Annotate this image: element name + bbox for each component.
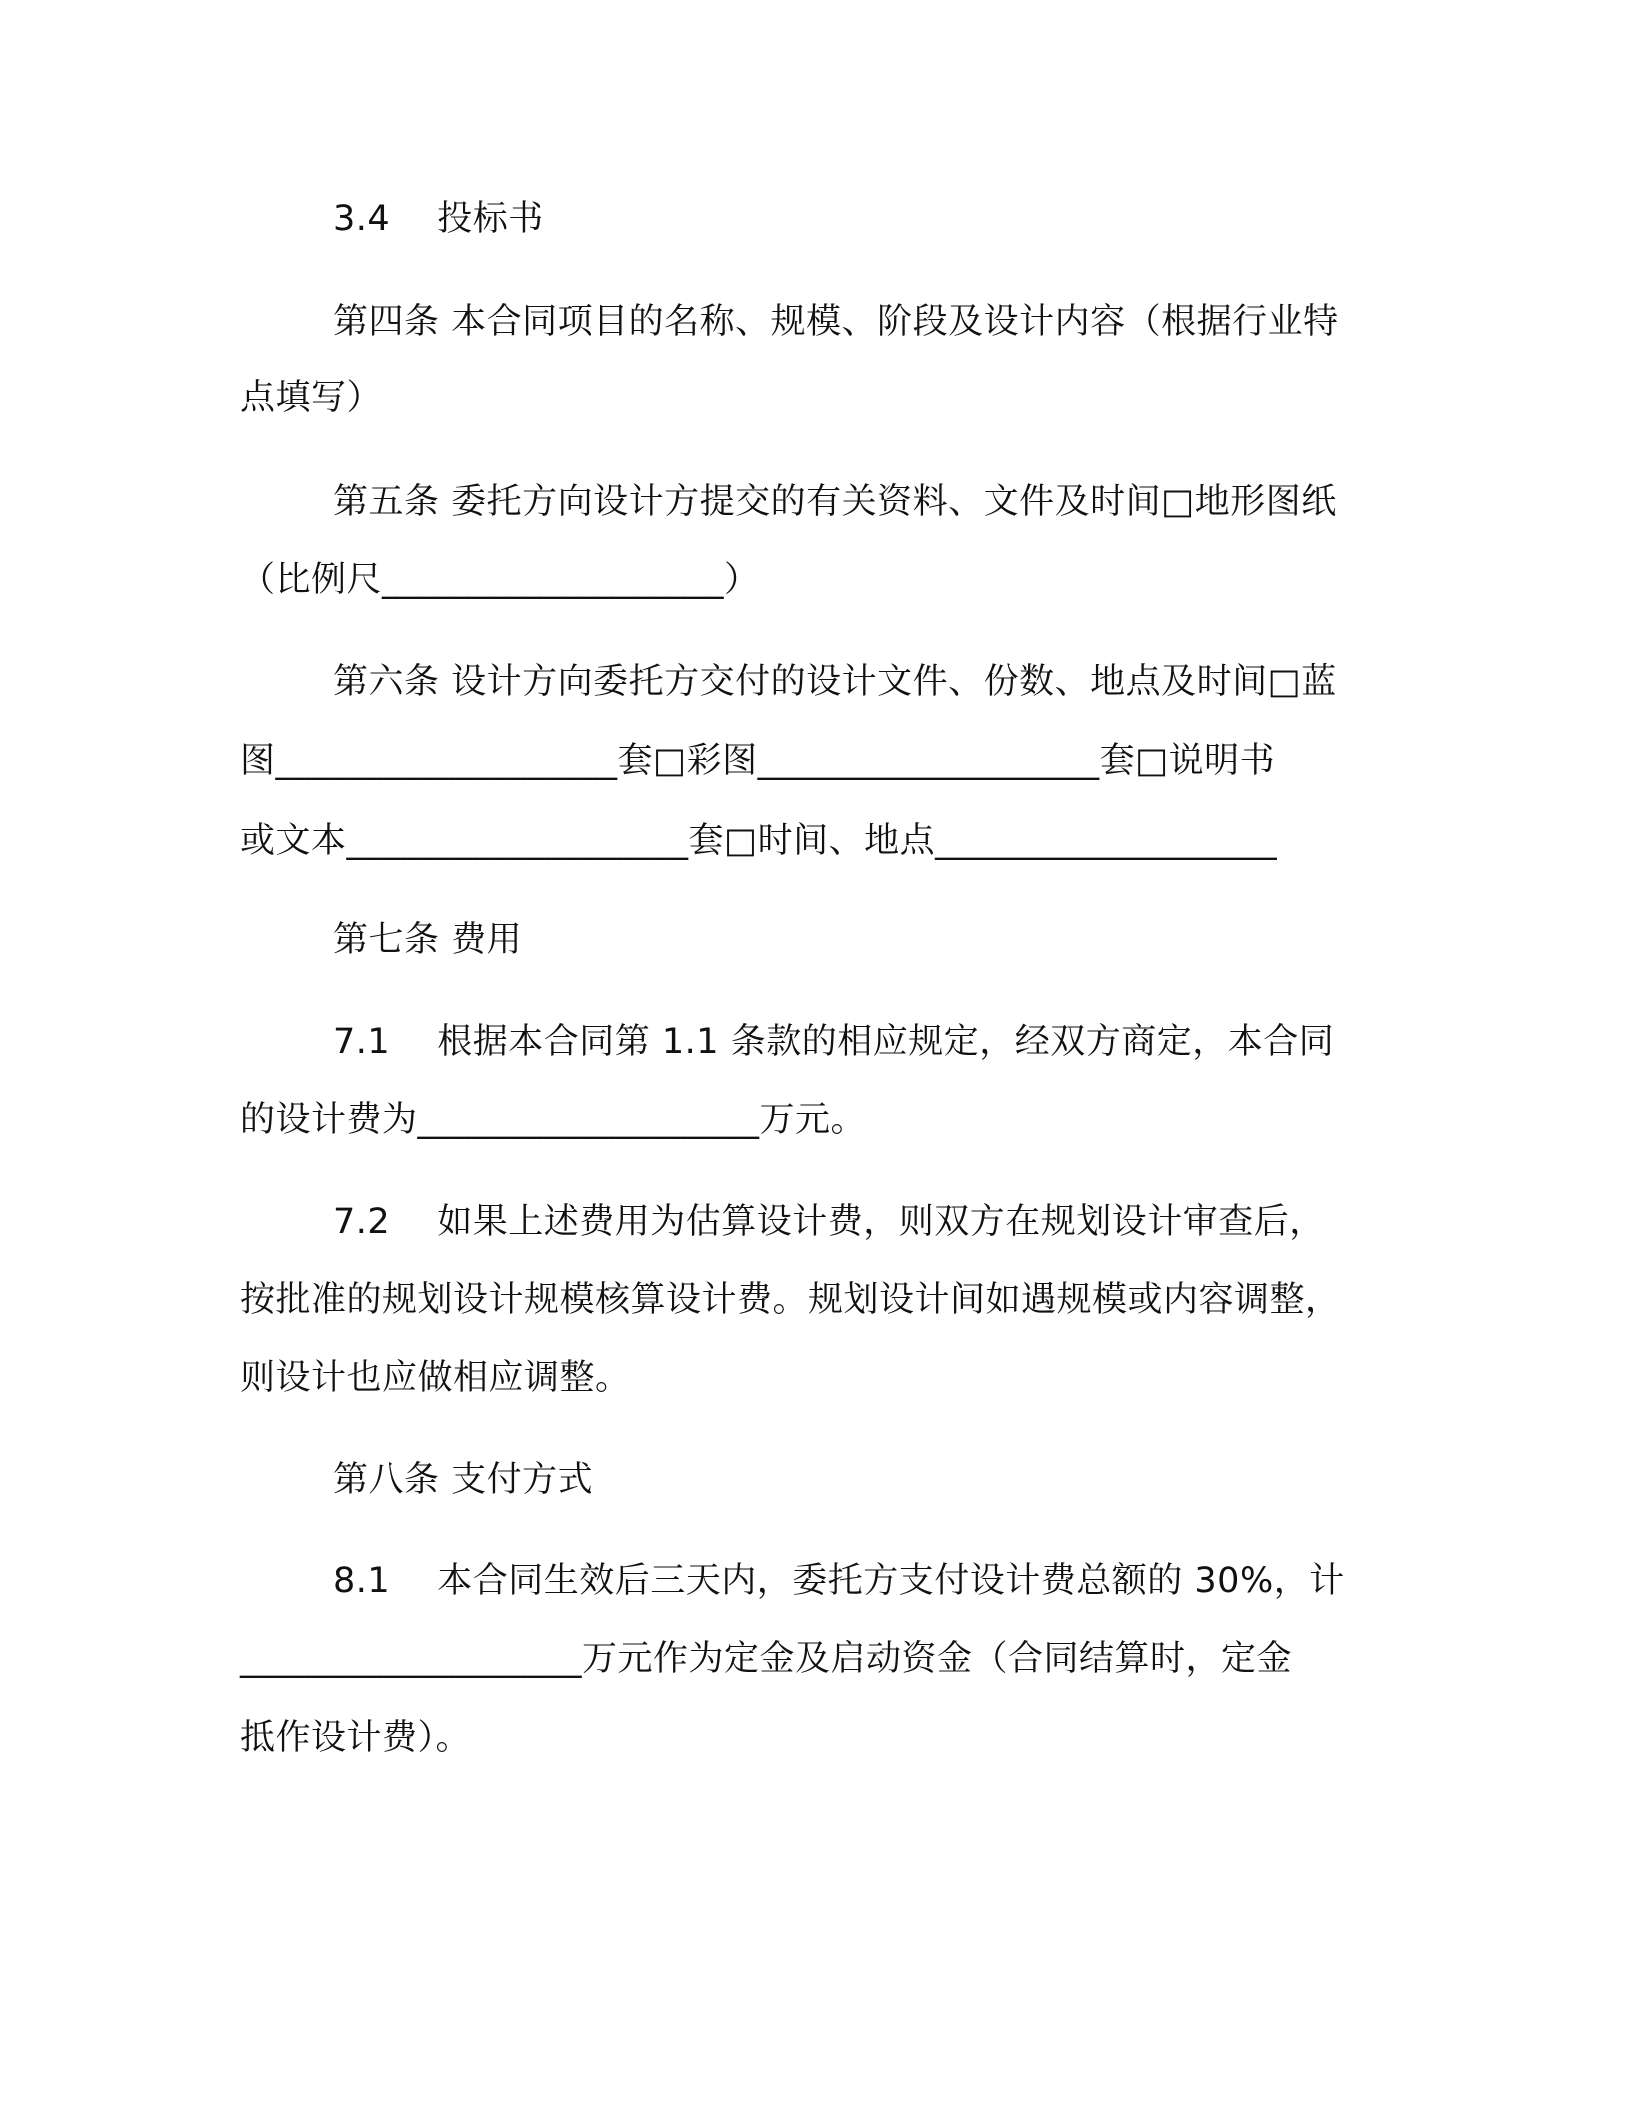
article-6-line-3: 或文本___________________套□时间、地点___________________ [240,821,1278,861]
clause-7-2-line-2: 按批准的规划设计规模核算设计费。规划设计间如遇规模或内容调整， [240,1280,1341,1320]
article-5-line-1: 第五条 委托方向设计方提交的有关资料、文件及时间□地形图纸 [333,482,1337,522]
clause-8-1-line-3: 抵作设计费）。 [240,1718,472,1758]
clause-7-1-line-2: 的设计费为___________________万元。 [240,1100,867,1140]
clause-7-2-line-1: 7.2 如果上述费用为估算设计费，则双方在规划设计审查后， [333,1202,1325,1242]
article-4-line-1: 第四条 本合同项目的名称、规模、阶段及设计内容（根据行业特 [333,302,1339,342]
clause-3-4-heading: 3.4 投标书 [333,199,544,239]
clause-8-1-line-1: 8.1 本合同生效后三天内，委托方支付设计费总额的 30%，计 [333,1561,1345,1601]
article-6-line-2: 图___________________套□彩图___________________套□说明书 [240,741,1276,781]
article-5-line-2: （比例尺___________________） [240,560,760,600]
clause-8-1-line-2: ___________________万元作为定金及启动资金（合同结算时，定金 [240,1639,1293,1679]
clause-7-1-line-1: 7.1 根据本合同第 1.1 条款的相应规定，经双方商定，本合同 [333,1022,1335,1062]
article-7-heading: 第七条 费用 [333,920,523,960]
article-6-line-1: 第六条 设计方向委托方交付的设计文件、份数、地点及时间□蓝 [333,662,1337,702]
article-4-line-2: 点填写） [240,378,383,418]
clause-7-2-line-3: 则设计也应做相应调整。 [240,1358,631,1398]
article-8-heading: 第八条 支付方式 [333,1460,594,1500]
